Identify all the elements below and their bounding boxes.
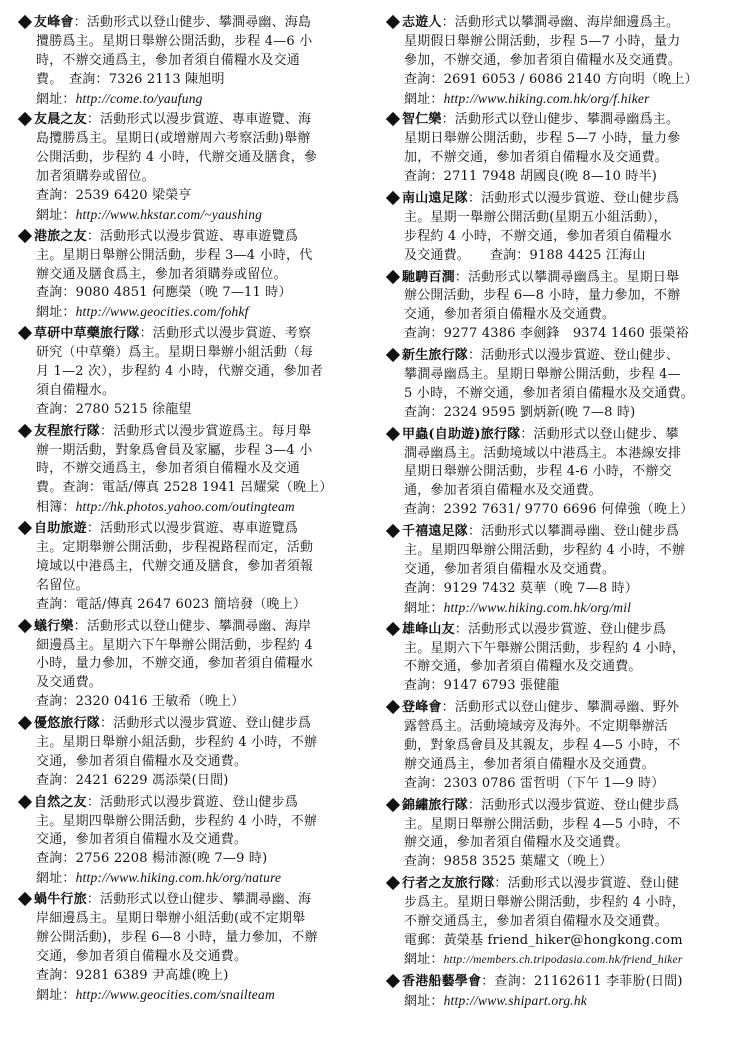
- entry-text: 島攬勝爲主。星期日(或增辦周六考察活動)舉辦: [36, 131, 311, 147]
- entry-text: 星期假日舉辦公開活動，步程 5—7 小時，量力: [404, 33, 681, 49]
- entry-line: [386, 287, 734, 306]
- entry-url-line: [18, 498, 366, 517]
- entry-line: [18, 71, 366, 90]
- entry-text: 細邊爲主。星期六下午舉辦公開活動，步程約 4: [36, 637, 313, 653]
- club-name: 行者之友旅行隊: [402, 876, 495, 892]
- club-entry: [386, 14, 734, 108]
- club-entry: [386, 875, 734, 969]
- entry-line: [386, 834, 734, 853]
- diamond-bullet-icon: [18, 112, 32, 126]
- diamond-bullet-icon: [386, 798, 400, 812]
- website-link[interactable]: http://www.shipart.org.hk: [443, 992, 587, 1008]
- entry-text: 查詢：2303 0786 雷哲明（下午 1—9 時）: [404, 775, 665, 791]
- entry-line: [18, 715, 366, 734]
- entry-line: [18, 168, 366, 187]
- club-entry: [18, 14, 366, 108]
- right-column: [386, 14, 734, 1059]
- club-name: 南山遠足隊: [402, 191, 469, 207]
- entry-line: [18, 618, 366, 637]
- entry-text: ：活動形式以漫步賞遊、登山健步爲: [468, 797, 680, 813]
- entry-line: [18, 266, 366, 285]
- club-name: 香港船藝學會: [402, 973, 482, 989]
- entry-text: 時，不辦交通爲主，參加者須自備糧水及交通: [36, 461, 301, 477]
- entry-text: ：活動形式以登山健步、攀澗尋幽、海岸: [73, 618, 312, 634]
- club-name: 馳騁百澗: [402, 269, 455, 285]
- club-name: 港旅之友: [34, 228, 87, 244]
- entry-text: 辦一期活動，對象爲會員及家屬，步程 3—4 小: [36, 442, 313, 458]
- entry-line: [386, 973, 734, 992]
- club-name: 自然之友: [34, 794, 87, 810]
- club-entry: [18, 618, 366, 712]
- entry-text: 查詢：2691 6053 / 6086 2140 方向明（晚上）: [404, 71, 698, 87]
- entry-line: [18, 382, 366, 401]
- entry-line: [18, 149, 366, 168]
- entry-line: [18, 910, 366, 929]
- entry-url-line: [18, 206, 366, 225]
- entry-text: 通，參加者須自備糧水及交通費。: [404, 483, 603, 499]
- url-label: 網址：: [404, 993, 444, 1009]
- entry-line: [18, 325, 366, 344]
- entry-line: [18, 228, 366, 247]
- diamond-bullet-icon: [386, 427, 400, 441]
- club-name: 草研中草藥旅行隊: [34, 326, 140, 342]
- entry-text: 查詢：2324 9595 劉炳新(晚 7—8 時): [404, 404, 636, 420]
- entry-url-line: [386, 90, 734, 109]
- entry-text: 費。查詢：電話/傳真 2528 1941 呂耀棠（晚上）: [36, 480, 333, 496]
- entry-text: ：活動形式以漫步賞遊、登山健: [494, 876, 680, 892]
- entry-text: ：活動形式以登山健步、攀澗尋幽爲主。: [441, 112, 680, 128]
- entry-line: [386, 33, 734, 52]
- entry-text: 及交通費。 查詢：9188 4425 江海山: [404, 247, 646, 263]
- entry-text: 澗尋幽爲主。活動境域以中港爲主。本港線安排: [404, 445, 682, 461]
- entry-line: [386, 677, 734, 696]
- entry-line: [386, 621, 734, 640]
- diamond-bullet-icon: [18, 795, 32, 809]
- club-entry: [18, 715, 366, 791]
- entry-text: 主。星期日舉辦公開活動，步程 3—4 小時，代: [36, 247, 313, 263]
- entry-text: 時，不辦交通爲主，參加者須自備糧水及交通: [36, 52, 301, 68]
- club-name: 甲蟲(自助遊)旅行隊: [402, 426, 521, 442]
- entry-text: 查詢：2320 0416 王敏希（晚上）: [36, 694, 245, 710]
- entry-text: 不辦交通爲主，參加者須自備糧水及交通費。: [404, 913, 669, 929]
- entry-line: [386, 894, 734, 913]
- website-link[interactable]: http://hk.photos.yahoo.com/outingteam: [75, 499, 295, 515]
- entry-line: [386, 737, 734, 756]
- entry-line: [386, 775, 734, 794]
- entry-line: [386, 501, 734, 520]
- entry-line: [18, 442, 366, 461]
- entry-line: [386, 306, 734, 325]
- entry-line: [386, 426, 734, 445]
- club-name: 友程旅行隊: [34, 423, 101, 439]
- club-name: 蟻行樂: [34, 618, 74, 634]
- website-link[interactable]: http://www.hiking.com.hk/org/f.hiker: [443, 90, 650, 106]
- entry-line: [386, 366, 734, 385]
- entry-url-line: [18, 986, 366, 1005]
- entry-text: ：活動形式以登山健步、攀澗尋幽、海島: [73, 15, 312, 30]
- website-link[interactable]: http://come.to/yaufung: [75, 90, 203, 106]
- entry-line: [18, 130, 366, 149]
- website-link[interactable]: http://www.hkstar.com/~yaushing: [75, 206, 263, 222]
- entry-url-line: [18, 869, 366, 888]
- entry-text: ：查詢：21162611 李菲朌(日間): [481, 973, 683, 989]
- entry-line: [18, 401, 366, 420]
- diamond-bullet-icon: [386, 270, 400, 284]
- entry-text: ：活動形式以漫步賞遊、登山健步、: [468, 348, 680, 364]
- entry-line: [18, 753, 366, 772]
- entry-line: [18, 187, 366, 206]
- club-name: 千禧遠足隊: [402, 524, 469, 540]
- entry-line: [18, 363, 366, 382]
- entry-text: 查詢：電話/傳真 2647 6023 簡培發（晚上）: [36, 596, 307, 612]
- entry-text: 交通，參加者須自備糧水及交通費。: [36, 832, 248, 848]
- club-entry: [386, 347, 734, 423]
- club-name: 登峰會: [402, 700, 442, 716]
- entry-text: 辦公開活動)，步程 6—8 小時，量力參加，不辦: [36, 929, 318, 945]
- entry-line: [386, 797, 734, 816]
- entry-line: [18, 794, 366, 813]
- entry-text: 查詢：2756 2208 楊沛源(晚 7—9 時): [36, 851, 268, 867]
- club-name: 智仁樂: [402, 112, 442, 128]
- entry-line: [18, 929, 366, 948]
- entry-line: [386, 875, 734, 894]
- entry-text: ：活動形式以漫步賞遊、考察: [139, 326, 312, 342]
- entry-line: [386, 542, 734, 561]
- club-name: 蝸牛行旅: [34, 892, 87, 908]
- entry-line: [386, 111, 734, 130]
- entry-line: [386, 190, 734, 209]
- entry-line: [386, 71, 734, 90]
- entry-text: 動，對象爲會員及其親友，步程 4—5 小時，不: [404, 737, 681, 753]
- entry-text: 研究（中草藥）爲主。星期日舉辦小組活動（每: [36, 345, 314, 361]
- entry-text: 主。星期日舉辦小組活動，步程約 4 小時，不辦: [36, 734, 318, 750]
- diamond-bullet-icon: [386, 524, 400, 538]
- entry-line: [386, 52, 734, 71]
- entry-line: [18, 813, 366, 832]
- entry-line: [18, 111, 366, 130]
- club-name: 志遊人: [402, 15, 442, 30]
- diamond-bullet-icon: [18, 15, 32, 29]
- club-entry: [18, 520, 366, 614]
- url-label: 網址：: [404, 600, 444, 616]
- diamond-bullet-icon: [18, 892, 32, 906]
- entry-text: 查詢：2392 7631/ 9770 6696 何偉強（晚上）: [404, 502, 694, 518]
- diamond-bullet-icon: [18, 424, 32, 438]
- url-label: 相簿：: [36, 500, 76, 516]
- entry-text: ：活動形式以攀澗尋幽、登山健步爲: [468, 524, 680, 540]
- entry-line: [386, 640, 734, 659]
- club-entry: [386, 621, 734, 697]
- entry-line: [386, 523, 734, 542]
- entry-url-line: [386, 992, 734, 1011]
- entry-text: ：活動形式以漫步賞遊、登山健步爲: [468, 191, 680, 207]
- club-entry: [18, 228, 366, 322]
- entry-text: 電郵：黃榮基 friend_hiker@hongkong.com: [404, 932, 683, 948]
- entry-text: ：活動形式以漫步賞遊、登山健步爲: [454, 621, 667, 637]
- entry-line: [386, 385, 734, 404]
- entry-line: [386, 482, 734, 501]
- diamond-bullet-icon: [386, 876, 400, 890]
- diamond-bullet-icon: [386, 112, 400, 126]
- left-column: [18, 14, 366, 1059]
- entry-line: [386, 463, 734, 482]
- entry-text: ：活動形式以攀澗尋幽、海岸細邊爲主。: [441, 15, 680, 30]
- entry-text: 辦交通及膳食爲主，參加者須購券或留位。: [36, 266, 287, 282]
- club-entry: [386, 973, 734, 1011]
- entry-text: 交通，參加者須自備糧水及交通費。: [36, 753, 248, 769]
- entry-text: ：活動形式以登山健步、攀澗尋幽、野外: [441, 700, 680, 716]
- entry-line: [18, 831, 366, 850]
- entry-url-line: [18, 303, 366, 322]
- entry-line: [386, 130, 734, 149]
- entry-line: [386, 816, 734, 835]
- entry-line: [18, 558, 366, 577]
- entry-line: [18, 520, 366, 539]
- entry-line: [18, 850, 366, 869]
- url-label: 網址：: [404, 951, 444, 967]
- entry-line: [18, 967, 366, 986]
- entry-text: ：活動形式以漫步賞遊、專車遊覽爲: [86, 228, 299, 244]
- entry-line: [18, 674, 366, 693]
- entry-line: [386, 149, 734, 168]
- entry-url-line: [386, 599, 734, 618]
- diamond-bullet-icon: [18, 326, 32, 340]
- entry-text: 主。星期四舉辦公開活動，步程約 4 小時，不辦: [404, 543, 686, 559]
- entry-text: 交通，參加者須自備糧水及交通費。: [36, 948, 248, 964]
- entry-text: 境域以中港爲主，代辦交通及膳食，參加者須報: [36, 558, 314, 574]
- entry-line: [386, 228, 734, 247]
- entry-text: 加，不辦交通，參加者須自備糧水及交通費。: [404, 150, 669, 166]
- entry-text: 公開活動，步程約 4 小時，代辦交通及膳食，參: [36, 150, 318, 166]
- entry-text: 辦交通，參加者須自備糧水及交通費。: [404, 835, 629, 851]
- entry-text: 辦交通爲主，參加者須自備糧水及交通費。: [404, 756, 655, 772]
- website-link[interactable]: http://www.geocities.com/snailteam: [75, 986, 275, 1002]
- entry-text: 不辦交通，參加者須自備糧水及交通費。: [404, 659, 642, 675]
- entry-line: [18, 423, 366, 442]
- club-entry: [386, 426, 734, 520]
- club-entry: [386, 699, 734, 793]
- entry-line: [386, 347, 734, 366]
- entry-line: [18, 655, 366, 674]
- entry-line: [18, 460, 366, 479]
- entry-text: 攬勝爲主。星期日舉辦公開活動，步程 4—6 小: [36, 33, 313, 49]
- entry-line: [18, 577, 366, 596]
- diamond-bullet-icon: [386, 622, 400, 636]
- entry-line: [386, 168, 734, 187]
- entry-text: 主。星期日舉辦公開活動，步程 4—5 小時，不: [404, 816, 681, 832]
- entry-line: [18, 344, 366, 363]
- entry-line: [18, 693, 366, 712]
- entry-line: [386, 756, 734, 775]
- entry-text: 星期日舉辦公開活動，步程 5—7 小時，量力參: [404, 131, 681, 147]
- entry-line: [386, 853, 734, 872]
- club-name: 優悠旅行隊: [34, 716, 101, 732]
- entry-line: [386, 699, 734, 718]
- entry-line: [386, 718, 734, 737]
- diamond-bullet-icon: [18, 229, 32, 243]
- entry-text: ：活動形式以攀澗尋幽爲主。星期日舉: [454, 269, 680, 285]
- entry-text: 參加，不辦交通，參加者須自備糧水及交通費。: [404, 52, 682, 68]
- entry-text: 主。星期六下午舉辦公開活動，步程約 4 小時，: [404, 640, 686, 656]
- url-label: 網址：: [36, 871, 76, 887]
- entry-text: 主。星期一舉辦公開活動(星期五小組活動），: [404, 209, 667, 225]
- entry-line: [386, 247, 734, 266]
- club-entry: [386, 523, 734, 617]
- entry-text: 5 小時，不辦交通，參加者須自備糧水及交通費。: [404, 385, 695, 401]
- entry-text: 步程約 4 小時，不辦交通，參加者須自備糧水: [404, 228, 672, 244]
- url-label: 網址：: [404, 91, 444, 107]
- club-name: 友峰會: [34, 15, 74, 30]
- entry-line: [386, 445, 734, 464]
- entry-text: 查詢：9281 6389 尹高雄(晚上): [36, 967, 229, 983]
- entry-text: ：活動形式以漫步賞遊、登山健步爲: [100, 716, 312, 732]
- entry-text: ：活動形式以漫步賞遊、專車遊覽爲: [86, 521, 299, 537]
- website-link[interactable]: http://members.ch.tripodasia.com.hk/friend_hiker: [443, 953, 683, 966]
- entry-text: 查詢：9147 6793 張健龍: [404, 678, 560, 694]
- entry-line: [386, 14, 734, 33]
- diamond-bullet-icon: [386, 15, 400, 29]
- entry-line: [386, 325, 734, 344]
- diamond-bullet-icon: [18, 619, 32, 633]
- entry-line: [18, 539, 366, 558]
- entry-text: 攀澗尋幽爲主。星期日舉辦公開活動，步程 4—: [404, 367, 681, 383]
- club-name: 錦繡旅行隊: [402, 797, 469, 813]
- entry-line: [18, 284, 366, 303]
- club-entry: [386, 111, 734, 187]
- entry-text: 月 1—2 次），步程約 4 小時，代辦交通，參加者: [36, 364, 324, 380]
- entry-text: 名留位。: [36, 577, 89, 593]
- entry-text: ：活動形式以漫步賞遊爲主。每月舉: [100, 423, 312, 439]
- entry-text: 查詢：9277 4386 李劍鋒 9374 1460 張榮裕: [404, 326, 689, 342]
- website-link[interactable]: http://www.geocities.com/fohkf: [75, 304, 249, 320]
- club-name: 雄峰山友: [402, 621, 455, 637]
- diamond-bullet-icon: [18, 521, 32, 535]
- entry-line: [18, 772, 366, 791]
- entry-text: 露營爲主。活動境域旁及海外。不定期舉辦活: [404, 719, 669, 735]
- url-label: 網址：: [36, 987, 76, 1003]
- entry-text: 須自備糧水。: [36, 382, 116, 398]
- club-entry: [386, 269, 734, 345]
- entry-line: [18, 247, 366, 266]
- entry-line: [18, 891, 366, 910]
- club-entry: [386, 190, 734, 266]
- entry-text: 查詢：2421 6229 馮添榮(日間): [36, 772, 229, 788]
- entry-text: ：活動形式以漫步賞遊、專車遊覽、海: [86, 112, 312, 128]
- entry-text: 及交通費。: [36, 675, 103, 691]
- club-entry: [18, 111, 366, 224]
- diamond-bullet-icon: [18, 716, 32, 730]
- url-label: 網址：: [36, 91, 76, 107]
- club-name: 自助旅遊: [34, 521, 87, 537]
- entry-text: ：活動形式以登山健步、攀: [520, 426, 679, 442]
- entry-text: 查詢：9080 4851 何應榮（晚 7—11 時）: [36, 285, 292, 301]
- entry-line: [18, 479, 366, 498]
- entry-line: [18, 52, 366, 71]
- diamond-bullet-icon: [386, 191, 400, 205]
- entry-text: 費。 查詢：7326 2113 陳旭明: [36, 71, 225, 87]
- entry-text: 查詢：2780 5215 徐龍望: [36, 401, 192, 417]
- entry-line: [18, 33, 366, 52]
- entry-text: 查詢：9129 7432 莫華（晚 7—8 時）: [404, 580, 639, 596]
- entry-text: 查詢：2539 6420 梁榮亨: [36, 188, 192, 204]
- entry-text: ：活動形式以漫步賞遊、登山健步爲: [86, 794, 299, 810]
- entry-line: [18, 596, 366, 615]
- entry-text: 主。星期四舉辦公開活動，步程約 4 小時，不辦: [36, 813, 318, 829]
- club-entry: [18, 325, 366, 419]
- url-label: 網址：: [36, 305, 76, 321]
- entry-line: [386, 913, 734, 932]
- entry-line: [18, 14, 366, 33]
- club-entry: [18, 423, 366, 517]
- entry-line: [18, 734, 366, 753]
- entry-line: [386, 209, 734, 228]
- entry-line: [386, 932, 734, 951]
- entry-line: [386, 658, 734, 677]
- diamond-bullet-icon: [386, 700, 400, 714]
- entry-text: 交通，參加者須自備糧水及交通費。: [404, 561, 616, 577]
- club-entry: [18, 794, 366, 888]
- website-link[interactable]: http://www.hiking.com.hk/org/mil: [443, 599, 632, 615]
- entry-text: 岸細邊爲主。星期日舉辦小組活動(或不定期舉: [36, 910, 306, 926]
- entry-text: 查詢：2711 7948 胡國良(晚 8—10 時半): [404, 169, 658, 185]
- entry-line: [386, 561, 734, 580]
- entry-text: 查詢：9858 3525 葉耀文（晚上）: [404, 854, 613, 870]
- entry-line: [18, 948, 366, 967]
- entry-text: 主。定期舉辦公開活動，步程視路程而定，活動: [36, 540, 314, 556]
- entry-text: 加者須購券或留位。: [36, 169, 155, 185]
- entry-line: [386, 269, 734, 288]
- entry-line: [386, 580, 734, 599]
- entry-url-line: [18, 90, 366, 109]
- diamond-bullet-icon: [386, 348, 400, 362]
- url-label: 網址：: [36, 207, 76, 223]
- entry-text: 星期日舉辦公開活動，步程 4-6 小時，不辦交: [404, 464, 672, 480]
- entry-text: 交通，參加者須自備糧水及交通費。: [404, 307, 616, 323]
- club-name: 友晨之友: [34, 112, 87, 128]
- entry-text: 小時，量力參加，不辦交通，參加者須自備糧水: [36, 656, 314, 672]
- entry-text: 辦公開活動，步程 6—8 小時，量力參加，不辦: [404, 288, 681, 304]
- club-name: 新生旅行隊: [402, 348, 469, 364]
- entry-line: [386, 404, 734, 423]
- entry-text: ：活動形式以登山健步、攀澗尋幽、海: [86, 892, 312, 908]
- entry-url-line: [386, 951, 734, 970]
- club-entry: [386, 797, 734, 873]
- website-link[interactable]: http://www.hiking.com.hk/org/nature: [75, 870, 282, 886]
- diamond-bullet-icon: [386, 974, 400, 988]
- entry-text: 步爲主。星期日舉辦公開活動，步程約 4 小時，: [404, 895, 686, 911]
- club-entry: [18, 891, 366, 1004]
- entry-line: [18, 637, 366, 656]
